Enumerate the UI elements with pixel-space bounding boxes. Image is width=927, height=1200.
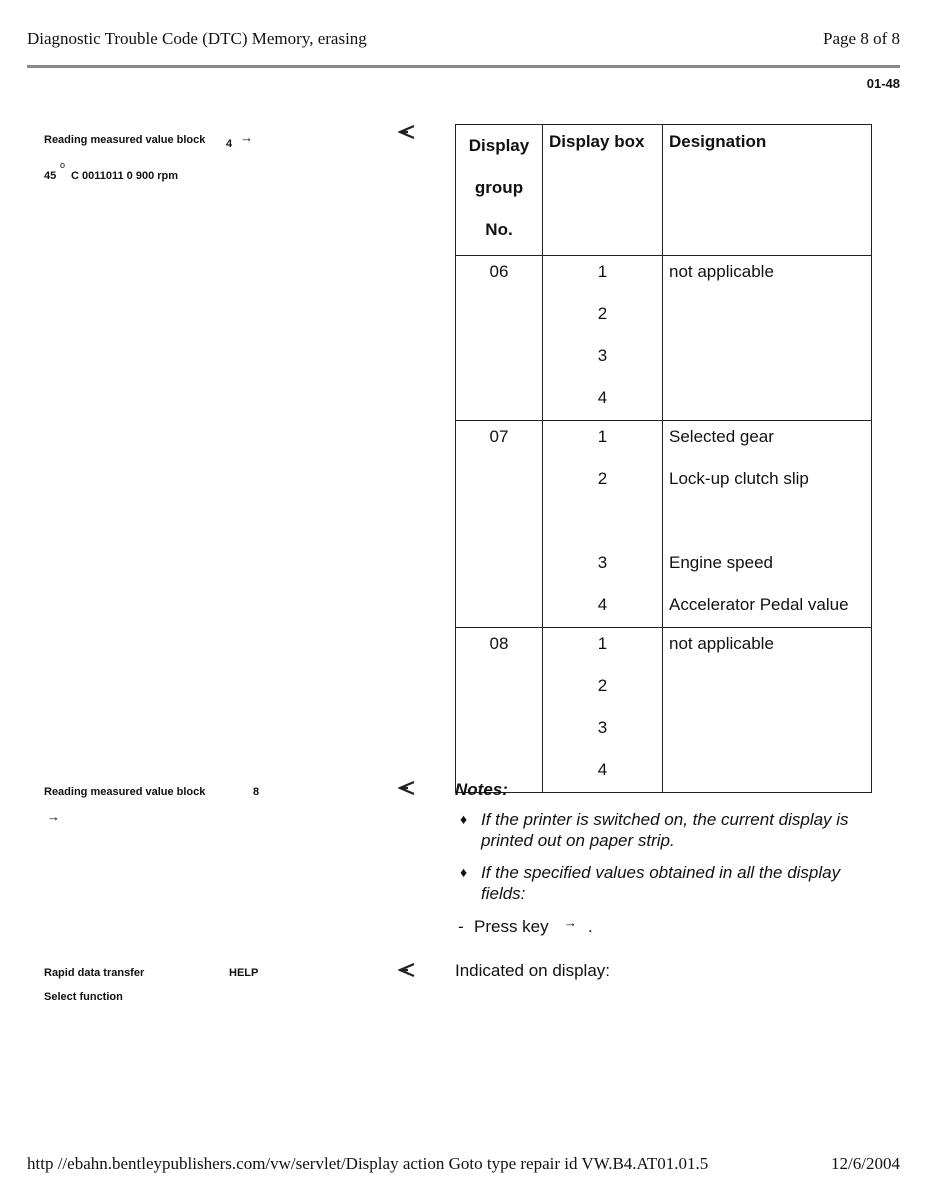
arrow-right-icon: → (564, 915, 577, 930)
page-title: Diagnostic Trouble Code (DTC) Memory, erasing (27, 29, 367, 48)
diamond-bullet-icon: ♦ (460, 864, 468, 880)
display-box-value: 1 (597, 634, 608, 653)
note-item: ♦ If the printer is switched on, the current display is printed out on paper strip. (460, 810, 849, 850)
display-box-value: 3 (597, 346, 608, 365)
header-rule (27, 65, 900, 68)
arrow-right-icon: → (47, 809, 60, 824)
press-key-dash: - (458, 917, 464, 936)
designation-cell (663, 421, 872, 628)
designation-value (669, 346, 865, 388)
header-display-group: Display group No. (456, 125, 543, 256)
designation-value: not applicable (669, 634, 774, 653)
designation-cell (663, 256, 872, 421)
display-box-value: 2 (597, 304, 608, 323)
designation-value (669, 760, 865, 792)
display-box-value: 2 (597, 676, 608, 695)
designation-value (669, 388, 865, 420)
display-group-table (455, 124, 872, 793)
designation-value (669, 304, 865, 346)
display-1-temp: 45 (44, 170, 57, 182)
display-box-value: 3 (597, 553, 608, 572)
footer-url: http //ebahn.bentleypublishers.com/vw/servlet/Display action Goto type repair id VW.B4.AT01.01.5 (27, 1154, 709, 1173)
display-box-value (549, 511, 656, 553)
display-box-value: 4 (597, 595, 608, 614)
display-3-select: Select function (44, 991, 123, 1003)
footer-date: 12/6/2004 (831, 1154, 900, 1173)
display-group-cell: 08 (456, 628, 543, 793)
designation-value: not applicable (669, 262, 774, 281)
display-box-value: 1 (597, 262, 608, 281)
display-2-label: Reading measured value block (44, 786, 206, 798)
display-3-help: HELP (229, 967, 259, 979)
designation-value: Accelerator Pedal value (669, 595, 849, 614)
display-box-value: 4 (597, 760, 608, 779)
display-box-value: 2 (597, 469, 608, 488)
press-key-text: Press key (474, 917, 549, 936)
display-group-cell: 07 (456, 421, 543, 628)
display-box-value: 1 (597, 427, 608, 446)
page-number: Page 8 of 8 (823, 29, 900, 48)
designation-value (669, 676, 865, 718)
display-1-group-number: 4 (226, 138, 233, 150)
display-box-cell (543, 421, 663, 628)
designation-value: Selected gear (669, 427, 774, 446)
note-item: ♦ If the specified values obtained in all the display fields: (460, 863, 841, 903)
degree-symbol: o (60, 160, 66, 170)
display-box-value: 3 (597, 718, 608, 737)
pointer-icon (398, 124, 416, 144)
display-group-cell: 06 (456, 256, 543, 421)
notes-title: Notes: (455, 780, 508, 799)
display-1-label: Reading measured value block (44, 134, 206, 146)
header-display-box: Display box (543, 125, 663, 256)
designation-value (669, 718, 865, 760)
designation-cell (663, 628, 872, 793)
display-3-label: Rapid data transfer (44, 967, 145, 979)
table-header-row (456, 125, 872, 256)
display-1-values: C 0011011 0 900 rpm (71, 170, 179, 182)
indicated-on-display: Indicated on display: (455, 961, 610, 980)
arrow-right-icon: → (240, 130, 253, 145)
designation-value (669, 511, 865, 553)
designation-value: Engine speed (669, 553, 773, 572)
pointer-icon (398, 780, 416, 800)
display-2-group-number: 8 (253, 786, 260, 798)
display-box-cell (543, 628, 663, 793)
pointer-icon (398, 962, 416, 982)
display-box-value: 4 (597, 388, 608, 407)
press-key-period: . (588, 917, 593, 936)
table-row (456, 628, 872, 793)
header-designation: Designation (663, 125, 872, 256)
table-row (456, 256, 872, 421)
designation-value: Lock-up clutch slip (669, 469, 809, 488)
doc-number: 01-48 (866, 76, 900, 91)
table-row (456, 421, 872, 628)
display-box-cell (543, 256, 663, 421)
diamond-bullet-icon: ♦ (460, 811, 468, 827)
